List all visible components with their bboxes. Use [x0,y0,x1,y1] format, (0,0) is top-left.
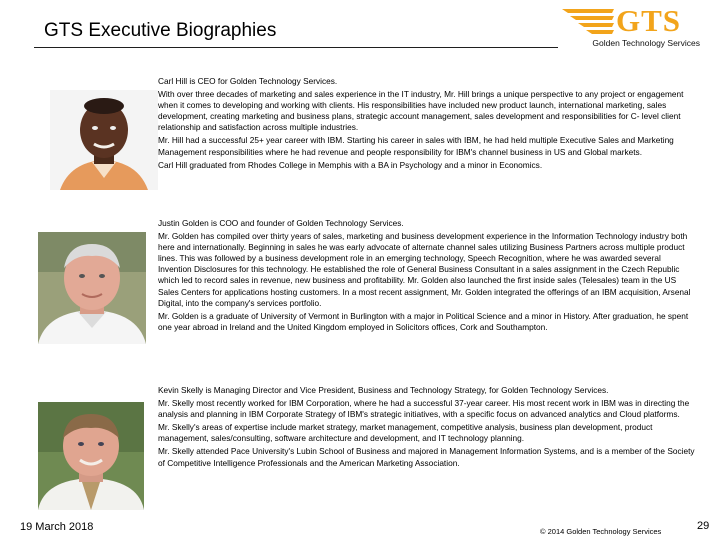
title-divider [34,47,558,48]
page-title: GTS Executive Biographies [44,20,277,41]
bio-carl-hill [158,76,696,173]
page-number: 29 [697,520,710,532]
bio-paragraph: Mr. Skelly most recently worked for IBM Corporation, where he had a successful 37-year career. His most recent work in IBM was in directing the analysis and planning in IBM Corporate Strategy of IBM's strategic initiatives, with a specific focus on advanced analytics and Cloud platforms. [158,398,690,420]
bio-paragraph: Justin Golden is COO and founder of Golden Technology Services. [158,218,404,228]
carl-hill-photo [50,90,158,190]
logo-wordmark: GTS [616,3,682,38]
bio-justin-golden [158,218,696,335]
bio-paragraph: Carl Hill graduated from Rhodes College in Memphis with a BA in Psychology and a minor in Economics. [158,159,543,170]
bio-paragraph: Mr. Golden has compiled over thirty years of sales, marketing and business development experience in the Information Technology industry both here and internationally. Beginning in sales he was early advocate of alternate channel sales utilizing Business Partners across multiple product lines. This was followed by a business development role in an emerging technology, Speech Recognition, where he was awarded several Invention Disclosures for this technology. He established the role of General Business Consultant in a sales assignment in the Czech Republic which led to record sales in revenue, new business and profitability. Mr. Golden also launched the first inside sales (Telesales) team in the US Sales Centers for applications hosting customers. In a most recent assignment, Mr. Golden integrated the offerings of an IBM acquisition, Arsenal Digital, into the company's services portfolio. [158,231,691,308]
footer-date: 19 March 2018 [20,521,94,533]
bio-paragraph: With over three decades of marketing and sales experience in the IT industry, Mr. Hill brings a unique perspective to any project or engagement when it comes to developing and working with clients. His responsibilities have included new product launch, international marketing, sales development, creating marketing and business plans, strategic account management, sales development and responsibilities for C- level client relationship and satisfaction across multiple industries. [158,89,684,133]
gts-logo [560,4,700,50]
kevin-skelly-photo [38,402,144,510]
bio-paragraph: Mr. Golden is a graduate of University of Vermont in Burlington with a major in Political Science and a minor in History. After graduation, he spent one year abroad in Ireland and the United Kingdom employed in Solicitors offices, Cork and Southampton. [158,310,689,332]
footer-copyright: © 2014 Golden Technology Services [540,527,662,536]
bio-paragraph: Carl Hill is CEO for Golden Technology Services. [158,76,338,86]
bio-paragraph: Mr. Hill had a successful 25+ year career with IBM. Starting his career in sales with IBM, he had held multiple Executive Sales and Marketing Management responsibilities where he had revenue and people responsibility for IBM's channel business in US and Global markets. [158,135,674,157]
bio-kevin-skelly [158,385,696,471]
bio-paragraph: Kevin Skelly is Managing Director and Vice President, Business and Technology Strategy, for Golden Technology Services. [158,385,609,395]
bio-paragraph: Mr. Skelly attended Pace University's Lubin School of Business and majored in Management Information Systems, and is a member of the Society of Competitive Intelligence Professionals and the American Marketing Association. [158,446,695,468]
bio-paragraph: Mr. Skelly's areas of expertise include market strategy, market management, competitive analysis, business plan development, product management, sales/consulting, software architecture and development, and IT technology planning. [158,422,653,444]
logo-tagline: Golden Technology Services [592,38,700,48]
justin-golden-photo [38,232,146,344]
logo-wing-icon [560,6,616,38]
